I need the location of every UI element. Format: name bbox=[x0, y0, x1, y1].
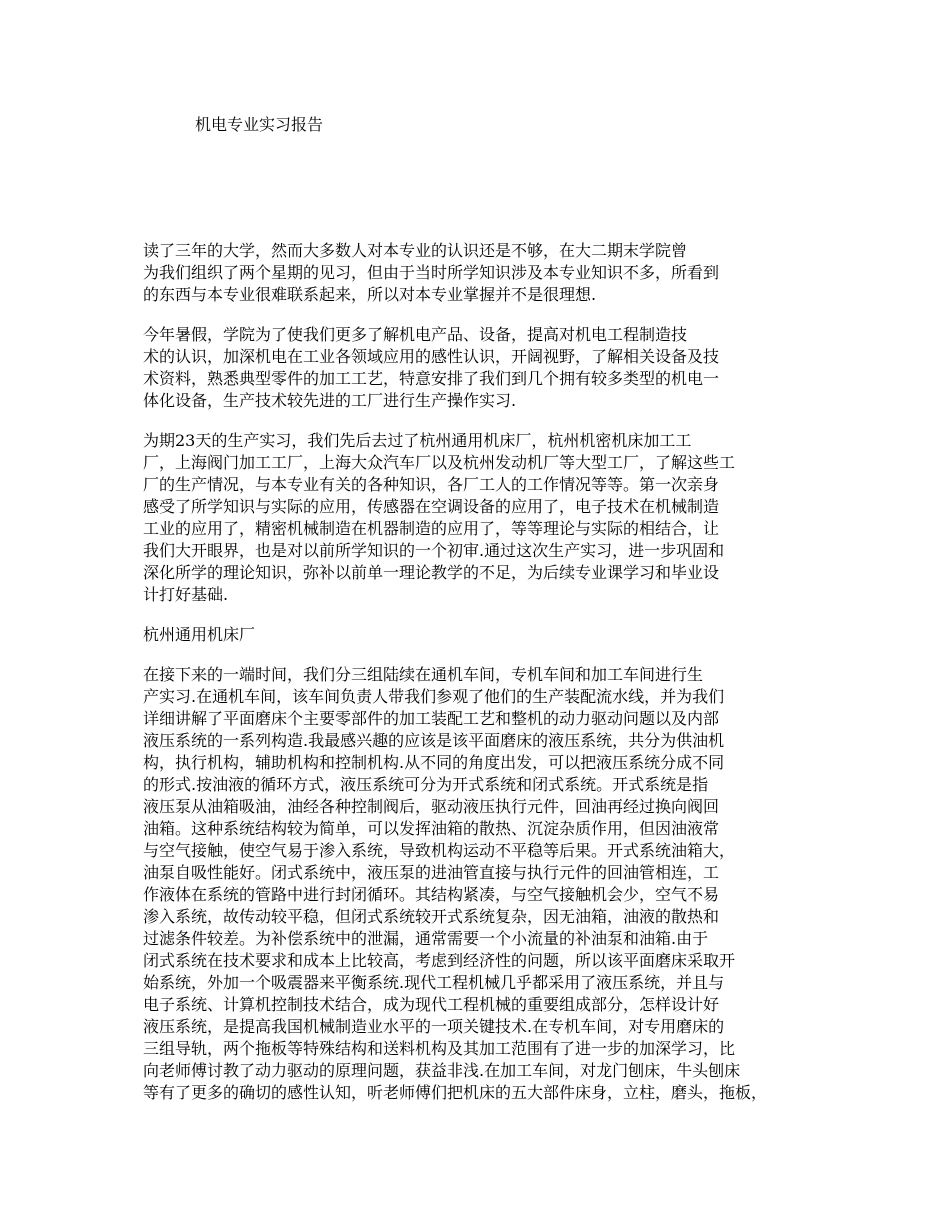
text-line: 厂，上海阀门加工工厂，上海大众汽车厂以及杭州发动机厂等大型工厂，了解这些工 bbox=[143, 453, 736, 472]
section-heading: 杭州通用机床厂 bbox=[143, 625, 256, 644]
text-line: 产实习.在通机车间，该车间负责人带我们参观了他们的生产装配流水线，并为我们 bbox=[143, 687, 725, 706]
text-line: 的东西与本专业很难联系起来，所以对本专业掌握并不是很理想. bbox=[143, 285, 597, 304]
text-line: 术资料，熟悉典型零件的加工工艺，特意安排了我们到几个拥有较多类型的机电一 bbox=[143, 369, 720, 388]
text-line: 为期23天的生产实习，我们先后去过了杭州通用机床厂，杭州机密机床加工工 bbox=[143, 431, 692, 450]
text-line: 厂的生产情况，与本专业有关的各种知识，各厂工人的工作情况等等。第一次亲身 bbox=[143, 475, 720, 494]
text-line: 的形式.按油液的循环方式，液压系统可分为开式系统和闭式系统。开式系统是指 bbox=[143, 775, 709, 794]
text-line: 为我们组织了两个星期的见习，但由于当时所学知识涉及本专业知识不多，所看到 bbox=[143, 263, 720, 282]
text-line: 工业的应用了，精密机械制造在机器制造的应用了，等等理论与实际的相结合，让 bbox=[143, 519, 720, 538]
paragraph-workshop-details bbox=[143, 664, 823, 1104]
text-line: 渗入系统，故传动较平稳，但闭式系统较开式系统复杂，因无油箱，油液的散热和 bbox=[143, 907, 720, 926]
text-line: 液压泵从油箱吸油，油经各种控制阀后，驱动液压执行元件，回油再经过换向阀回 bbox=[143, 797, 720, 816]
paragraph-23-days bbox=[143, 430, 823, 606]
text-line: 油泵自吸性能好。闭式系统中，液压泵的进油管直接与执行元件的回油管相连，工 bbox=[143, 863, 720, 882]
text-line: 感受了所学知识与实际的应用，传感器在空调设备的应用了，电子技术在机械制造 bbox=[143, 497, 720, 516]
text-line: 液压系统，是提高我国机械制造业水平的一项关键技术.在专机车间，对专用磨床的 bbox=[143, 1017, 725, 1036]
text-line: 闭式系统在技术要求和成本上比较高，考虑到经济性的问题，所以该平面磨床采取开 bbox=[143, 951, 736, 970]
text-line: 液压系统的一系列构造.我最感兴趣的应该是该平面磨床的液压系统，共分为供油机 bbox=[143, 731, 725, 750]
text-line: 深化所学的理论知识，弥补以前单一理论教学的不足，为后续专业课学习和毕业设 bbox=[143, 563, 720, 582]
paragraph-intro bbox=[143, 240, 823, 306]
text-line: 读了三年的大学，然而大多数人对本专业的认识还是不够，在大二期末学院曾 bbox=[143, 241, 688, 260]
section-heading-hangzhou-factory bbox=[143, 624, 823, 646]
text-line: 我们大开眼界，也是对以前所学知识的一个初审.通过这次生产实习，进一步巩固和 bbox=[143, 541, 725, 560]
text-line: 构，执行机构，辅助机构和控制机构.从不同的角度出发，可以把液压系统分成不同 bbox=[143, 753, 725, 772]
paragraph-summer-practice bbox=[143, 324, 823, 412]
text-line: 术的认识，加深机电在工业各领域应用的感性认识，开阔视野，了解相关设备及技 bbox=[143, 347, 720, 366]
text-line: 电子系统、计算机控制技术结合，成为现代工程机械的重要组成部分，怎样设计好 bbox=[143, 995, 720, 1014]
text-line: 过滤条件较差。为补偿系统中的泄漏，通常需要一个小流量的补油泵和油箱.由于 bbox=[143, 929, 709, 948]
text-line: 等有了更多的确切的感性认知，听老师傅们把机床的五大部件床身，立柱，磨头，拖板， bbox=[143, 1083, 768, 1102]
text-line: 作液体在系统的管路中进行封闭循环。其结构紧凑，与空气接触机会少，空气不易 bbox=[143, 885, 720, 904]
text-line: 与空气接触，使空气易于渗入系统，导致机构运动不平稳等后果。开式系统油箱大， bbox=[143, 841, 736, 860]
text-line: 详细讲解了平面磨床个主要零部件的加工装配工艺和整机的动力驱动问题以及内部 bbox=[143, 709, 720, 728]
document-title: 机电专业实习报告 bbox=[195, 115, 324, 134]
text-line: 油箱。这种系统结构较为简单，可以发挥油箱的散热、沉淀杂质作用，但因油液常 bbox=[143, 819, 720, 838]
text-line: 向老师傅讨教了动力驱动的原理问题，获益非浅.在加工车间，对龙门刨床，牛头刨床 bbox=[143, 1061, 741, 1080]
text-line: 三组导轨，两个拖板等特殊结构和送料机构及其加工范围有了进一步的加深学习，比 bbox=[143, 1039, 736, 1058]
text-line: 计打好基础. bbox=[143, 585, 229, 604]
text-line: 在接下来的一端时间，我们分三组陆续在通机车间，专机车间和加工车间进行生 bbox=[143, 665, 704, 684]
text-line: 今年暑假，学院为了使我们更多了解机电产品、设备，提高对机电工程制造技 bbox=[143, 325, 688, 344]
text-line: 始系统，外加一个吸震器来平衡系统.现代工程机械几乎都采用了液压系统，并且与 bbox=[143, 973, 725, 992]
text-line: 体化设备，生产技术较先进的工厂进行生产操作实习. bbox=[143, 391, 517, 410]
